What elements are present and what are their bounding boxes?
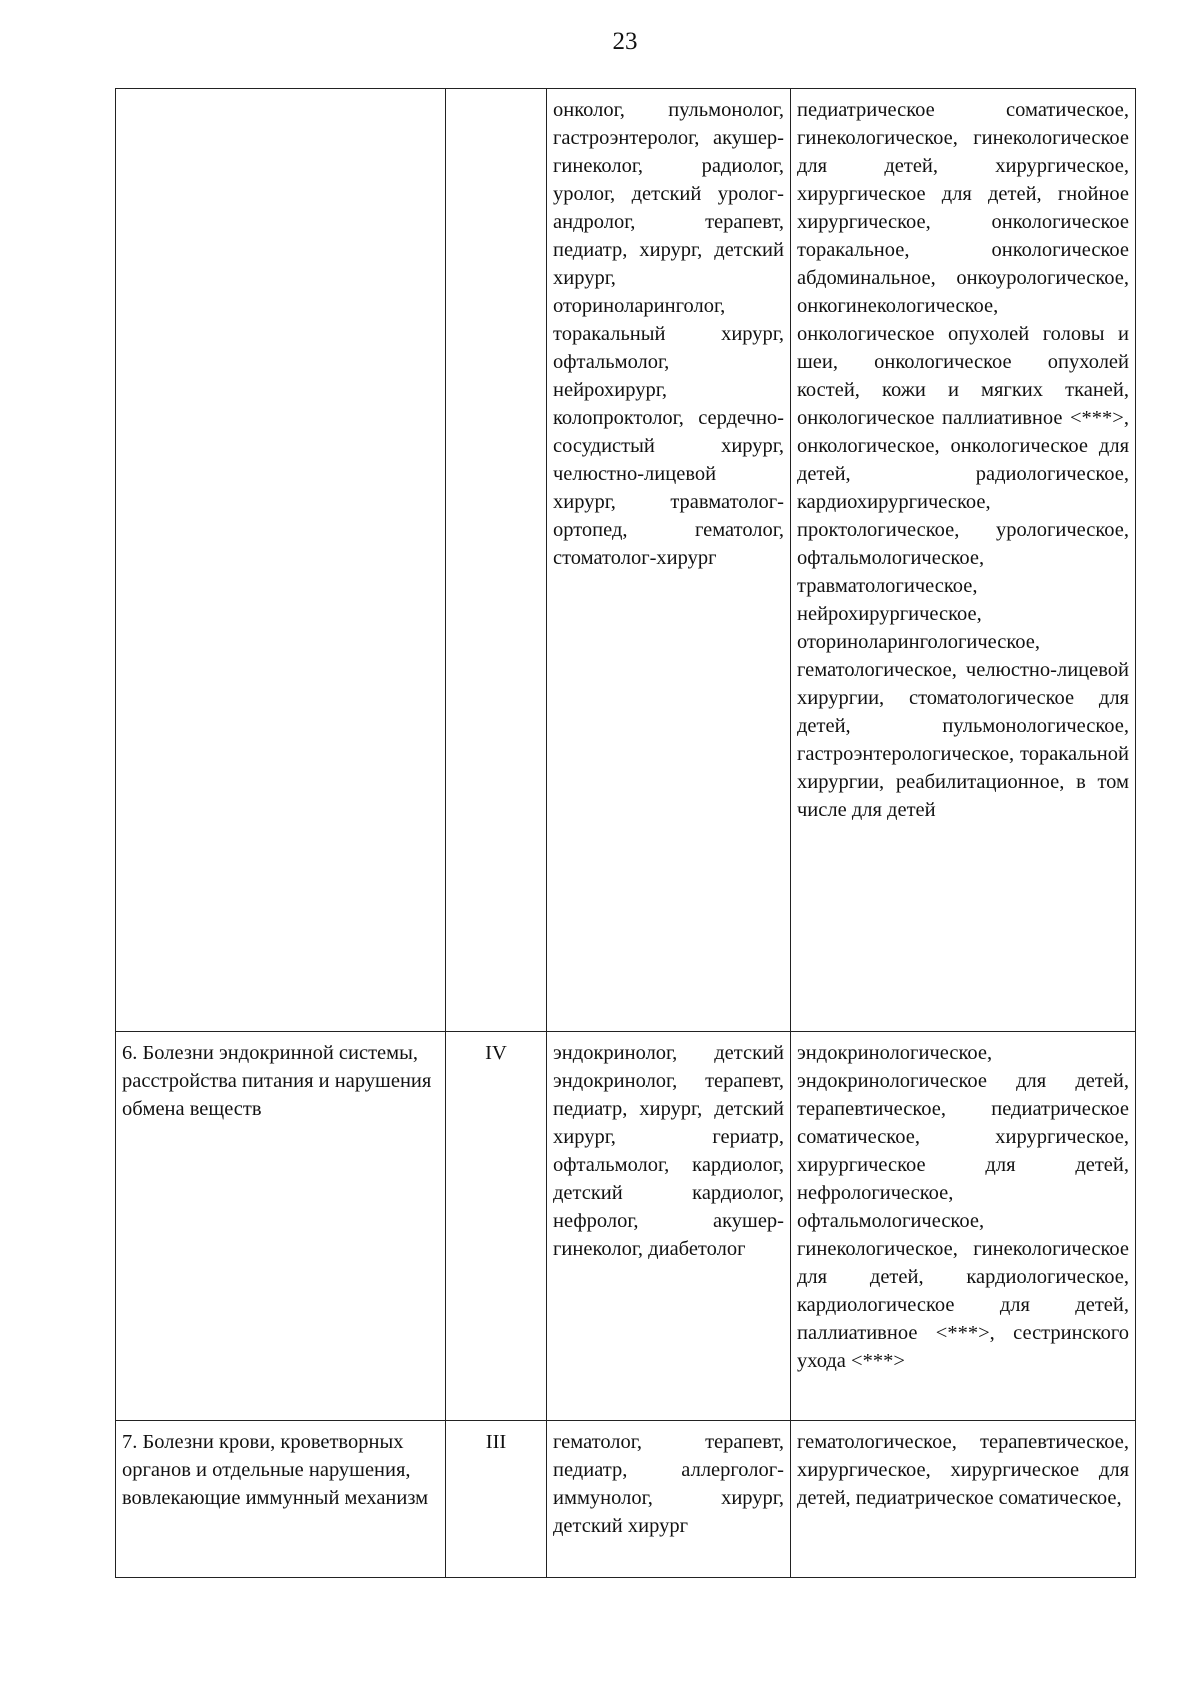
disease-cell xyxy=(116,89,446,1032)
disease-cell: 6. Болезни эндокринной системы, расстройства питания и нарушения обмена веществ xyxy=(116,1032,446,1421)
group-cell: IV xyxy=(446,1032,547,1421)
specialists-cell: гематолог, терапевт, педиатр, аллерголог-иммунолог, хирург, детский хирург xyxy=(547,1421,791,1578)
profiles-cell: педиатрическое соматическое, гинекологическое, гинекологическое для детей, хирургическое, хирургическое для детей, гнойное хирургическое, онкологическое торакальное, онкологическое абдоминальное, онкоурологическое, онкогинекологическое, онкологическое опухолей головы и шеи, онкологическое опухолей костей, кожи и мягких тканей, онкологическое паллиативное <***>, онкологическое, онкологическое для детей, радиологическое, кардиохирургическое, проктологическое, урологическое, офтальмологическое, травматологическое, нейрохирургическое, оториноларингологическое, гематологическое, челюстно-лицевой хирургии, стоматологическое для детей, пульмонологическое, гастроэнтерологическое, торакальной хирургии, реабилитационное, в том числе для детей xyxy=(791,89,1136,1032)
page-number: 23 xyxy=(612,28,638,55)
table-row xyxy=(116,1032,1136,1421)
specialists-cell: эндокринолог, детский эндокринолог, терапевт, педиатр, хирург, детский хирург, гериатр, офтальмолог, кардиолог, детский кардиолог, нефролог, акушер-гинеколог, диабетолог xyxy=(547,1032,791,1421)
disease-cell: 7. Болезни крови, кроветворных органов и отдельные нарушения, вовлекающие иммунный механизм xyxy=(116,1421,446,1578)
group-cell xyxy=(446,89,547,1032)
profiles-cell: гематологическое, терапевтическое, хирургическое, хирургическое для детей, педиатрическое соматическое, xyxy=(791,1421,1136,1578)
table-row xyxy=(116,89,1136,1032)
specialists-cell: онколог, пульмонолог, гастроэнтеролог, акушер-гинеколог, радиолог, уролог, детский уролог-андролог, терапевт, педиатр, хирург, детский хирург, оториноларинголог, торакальный хирург, офтальмолог, нейрохирург, колопроктолог, сердечно-сосудистый хирург, челюстно-лицевой хирург, травматолог-ортопед, гематолог, стоматолог-хирург xyxy=(547,89,791,1032)
group-cell: III xyxy=(446,1421,547,1578)
medical-profiles-table xyxy=(115,88,1136,1578)
profiles-cell: эндокринологическое, эндокринологическое для детей, терапевтическое, педиатрическое соматическое, хирургическое, хирургическое для детей, нефрологическое, офтальмологическое, гинекологическое, гинекологическое для детей, кардиологическое, кардиологическое для детей, паллиативное <***>, сестринского ухода <***> xyxy=(791,1032,1136,1421)
table-row xyxy=(116,1421,1136,1578)
